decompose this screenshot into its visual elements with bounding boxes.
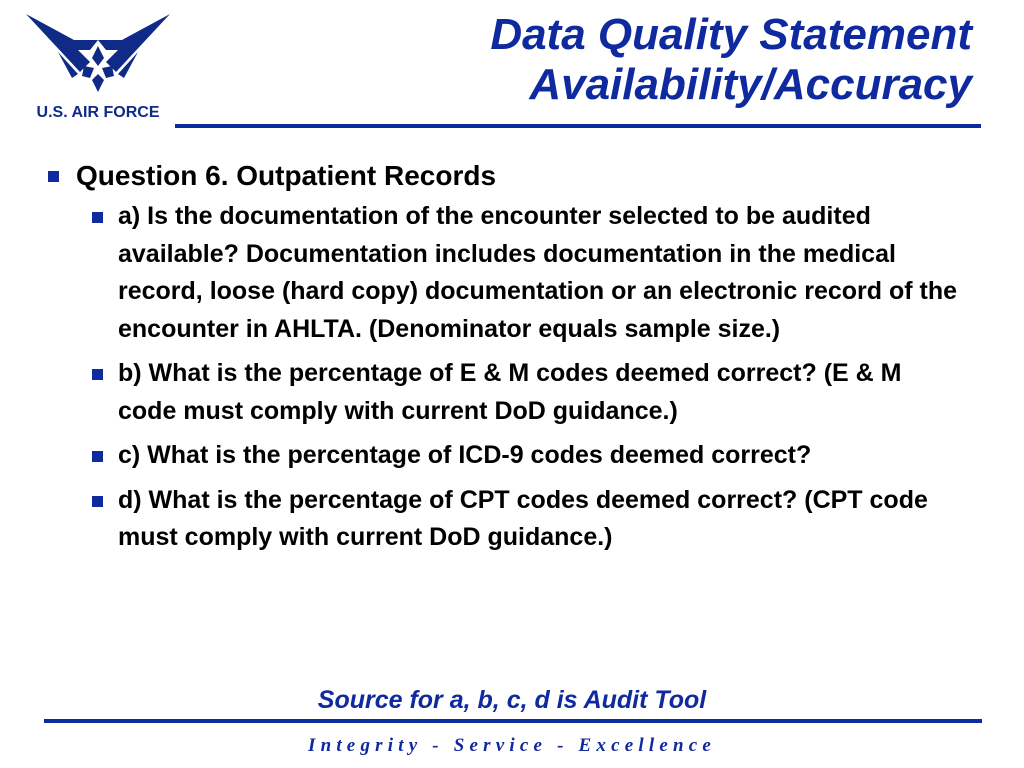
header-divider bbox=[175, 124, 981, 128]
page-title bbox=[332, 10, 972, 110]
question-sublist bbox=[90, 198, 960, 557]
list-item-text: c) What is the percentage of ICD-9 codes deemed correct? bbox=[118, 441, 812, 469]
square-bullet-icon bbox=[48, 171, 59, 182]
square-bullet-icon bbox=[92, 496, 103, 507]
list-item bbox=[90, 355, 960, 430]
square-bullet-icon bbox=[92, 451, 103, 462]
title-line-1: Data Quality Statement bbox=[490, 10, 972, 59]
slide-body bbox=[46, 158, 986, 564]
logo-text: U.S. AIR FORCE bbox=[36, 104, 160, 121]
title-line-2: Availability/Accuracy bbox=[529, 60, 972, 109]
list-item bbox=[90, 437, 960, 475]
list-item-text: b) What is the percentage of E & M codes deemed correct? (E & M code must comply with current DoD guidance.) bbox=[118, 359, 902, 425]
footer-motto: Integrity - Service - Excellence bbox=[307, 735, 717, 756]
air-force-wings-icon bbox=[18, 6, 178, 102]
footer-divider bbox=[44, 719, 982, 723]
list-item-text: a) Is the documentation of the encounter selected to be audited available? Documentation includes documentation in the medical record, loose (hard copy) documentation or an electronic record of the encounter in AHLTA. (Denominator equals sample size.) bbox=[118, 202, 958, 343]
question-heading bbox=[46, 158, 986, 194]
list-item-text: d) What is the percentage of CPT codes deemed correct? (CPT code must comply with current DoD guidance.) bbox=[118, 485, 928, 551]
list-item bbox=[90, 198, 960, 348]
air-force-logo bbox=[18, 6, 178, 126]
square-bullet-icon bbox=[92, 369, 103, 380]
question-heading-text: Question 6. Outpatient Records bbox=[76, 160, 497, 191]
square-bullet-icon bbox=[92, 212, 103, 223]
source-note: Source for a, b, c, d is Audit Tool bbox=[317, 686, 707, 714]
list-item bbox=[90, 482, 960, 557]
